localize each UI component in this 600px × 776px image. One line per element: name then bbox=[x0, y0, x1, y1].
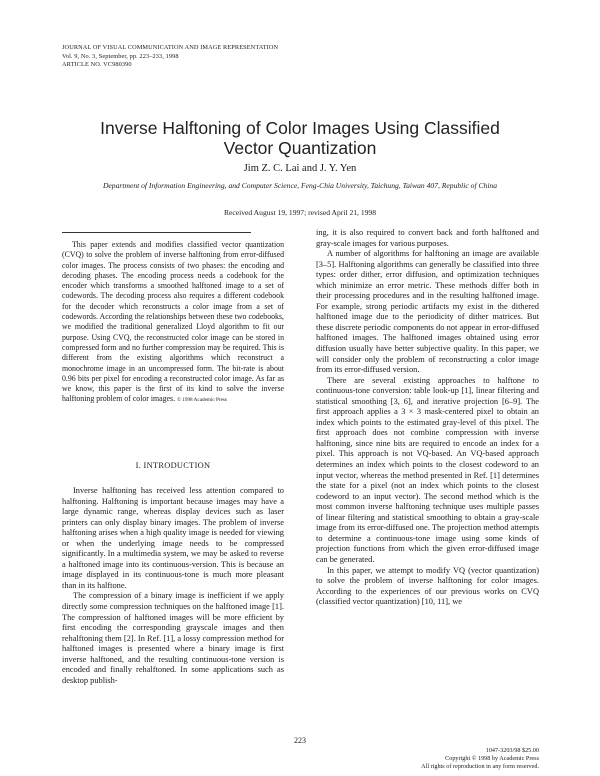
copyright-line: Copyright © 1998 by Academic Press bbox=[445, 755, 539, 762]
left-column-body bbox=[62, 486, 284, 686]
authors: Jim Z. C. Lai and J. Y. Yen bbox=[243, 163, 357, 174]
title-line-1: Inverse Halftoning of Color Images Using Classified bbox=[100, 118, 500, 138]
right-column-body bbox=[316, 228, 539, 608]
journal-header bbox=[62, 44, 278, 70]
article-number: VC980390 bbox=[103, 61, 132, 69]
journal-volume: Vol. 9, No. 3, September, pp. 223–233, 1998 bbox=[62, 52, 179, 60]
copyright-footer bbox=[380, 747, 539, 771]
paper-title bbox=[0, 118, 600, 158]
paragraph: A number of algorithms for halftoning an image are available [3–5]. Halftoning algorithms can generally be classified into three types: order dither, error diffusion, and optimization techniques which minimize an error metric. These methods differ both in their processing procedures and in the resulting halftoned image. For example, strong periodic artifacts my exist in the dithered halftoned image due to the periodicity of dither matrices. But these discrete periodic components do not appear in error-diffused halftoned images. The halftoned images obtained using error diffusion usually have better subjective quality. In this paper, we will consider only the problem of reconstructing a color image from its error-diffused version. bbox=[316, 249, 539, 375]
abstract-text: This paper extends and modifies classified vector quantization (CVQ) to solve the problem of inverse halftoning from error-diffused color images. The process consists of two phases: the encoding and decoding phases. The encoding process needs a codebook for the encoder which transforms a smoothed halftoned image to a set of codewords. The decoding process also requires a different codebook for the decoder which reconstructs a color image from a set of codewords. According the relationships between these two codebooks, we modified the traditional generalized Lloyd algorithm to fit our purpose. Using CVQ, the reconstructed color image can be stored in compressed form and no further compression may be required. This is different from the existing algorithms which reconstruct a monochrome image in an uncompressed form. The bit-rate is about 0.96 bits per pixel for encoding a reconstructed color image. As far as we know, this paper is the first of its kind to solve the inverse halftoning problem of color images. bbox=[62, 240, 284, 404]
section-heading: I. INTRODUCTION bbox=[135, 461, 211, 470]
title-line-2: Vector Quantization bbox=[223, 138, 377, 158]
rights-line: All rights of reproduction in any form reserved. bbox=[421, 763, 539, 770]
paragraph: There are several existing approaches to halftone to continuous-tone conversion: table look-up [1], linear filtering and statistical smoothing [3, 6], and iterative projection [6–9]. The first approach applies a 3 × 3 mask-centered pixel to obtain an index which points to the estimated gray-level of this pixel. The first approach does not combine compression with inverse halftoning, since nine bits are required to encode an index for a pixel. This approach is not VQ-based. An VQ-based approach determines an index which points to the closest codeword to an input vector, whereas the method presented in Ref. [1] determines the state for a pixel (not an index which points to the closest codeword to an input vector). The second method which is the most common inverse halftoning technique uses multiple passes of linear filtering and statistical smoothing to obtain a gray-scale image from its error-diffused one. The projection method attempts to determine a continuous-tone image using some kinds of projection functions from which the given error-diffused image can be generated. bbox=[316, 375, 539, 564]
affiliation: Department of Information Engineering, and Computer Science, Feng-Chia University, Taichung, Taiwan 407, Republic of China bbox=[102, 181, 498, 190]
issn-price: 1047-3203/98 $25.00 bbox=[485, 747, 539, 754]
paragraph: Inverse halftoning has received less attention compared to halftoning. Halftoning is important because images may have a large dynamic range, whereas display devices such as laser printers can only display binary images. The problem of inverse halftoning arises when a high quality image is needed for viewing or when the underlying image needs to be compressed significantly. In a multimedia system, we may be asked to reverse a halftoned image into its continuous-version. This is because an image displayed in its continuous-tone is much more pleasant than in its halftone. bbox=[62, 486, 284, 590]
header-divider bbox=[62, 232, 251, 233]
article-label: ARTICLE NO. bbox=[62, 61, 102, 69]
abstract-copyright: © 1998 Academic Press bbox=[177, 397, 227, 404]
paragraph: In this paper, we attempt to modify VQ (vector quantization) to solve the problem of inverse halftoning for color images. According to the experiences of our previous works on CVQ (classified vector quantization) [10, 11], we bbox=[316, 565, 539, 607]
received-dates: Received August 19, 1997; revised April 21, 1998 bbox=[223, 208, 377, 217]
abstract bbox=[62, 240, 284, 406]
paragraph-continued: ing, it is also required to convert back and forth halftoned and gray-scale images for various purposes. bbox=[316, 228, 539, 248]
journal-name: JOURNAL OF VISUAL COMMUNICATION AND IMAGE REPRESENTATION bbox=[62, 44, 279, 51]
paragraph: The compression of a binary image is inefficient if we apply directly some compression techniques on the halftoned image [1]. The compression of halftoned images will be more efficient by first encoding the corresponding grayscale images and then rehalftoning them [2]. In Ref. [1], a lossy compression method for halftoned images is presented where a binary image is first inverse halftoned, and the resulting continuous-tone version is encoded and finally rehalftoned. In some applications such as desktop publish- bbox=[62, 591, 284, 685]
page-number: 223 bbox=[294, 736, 306, 745]
